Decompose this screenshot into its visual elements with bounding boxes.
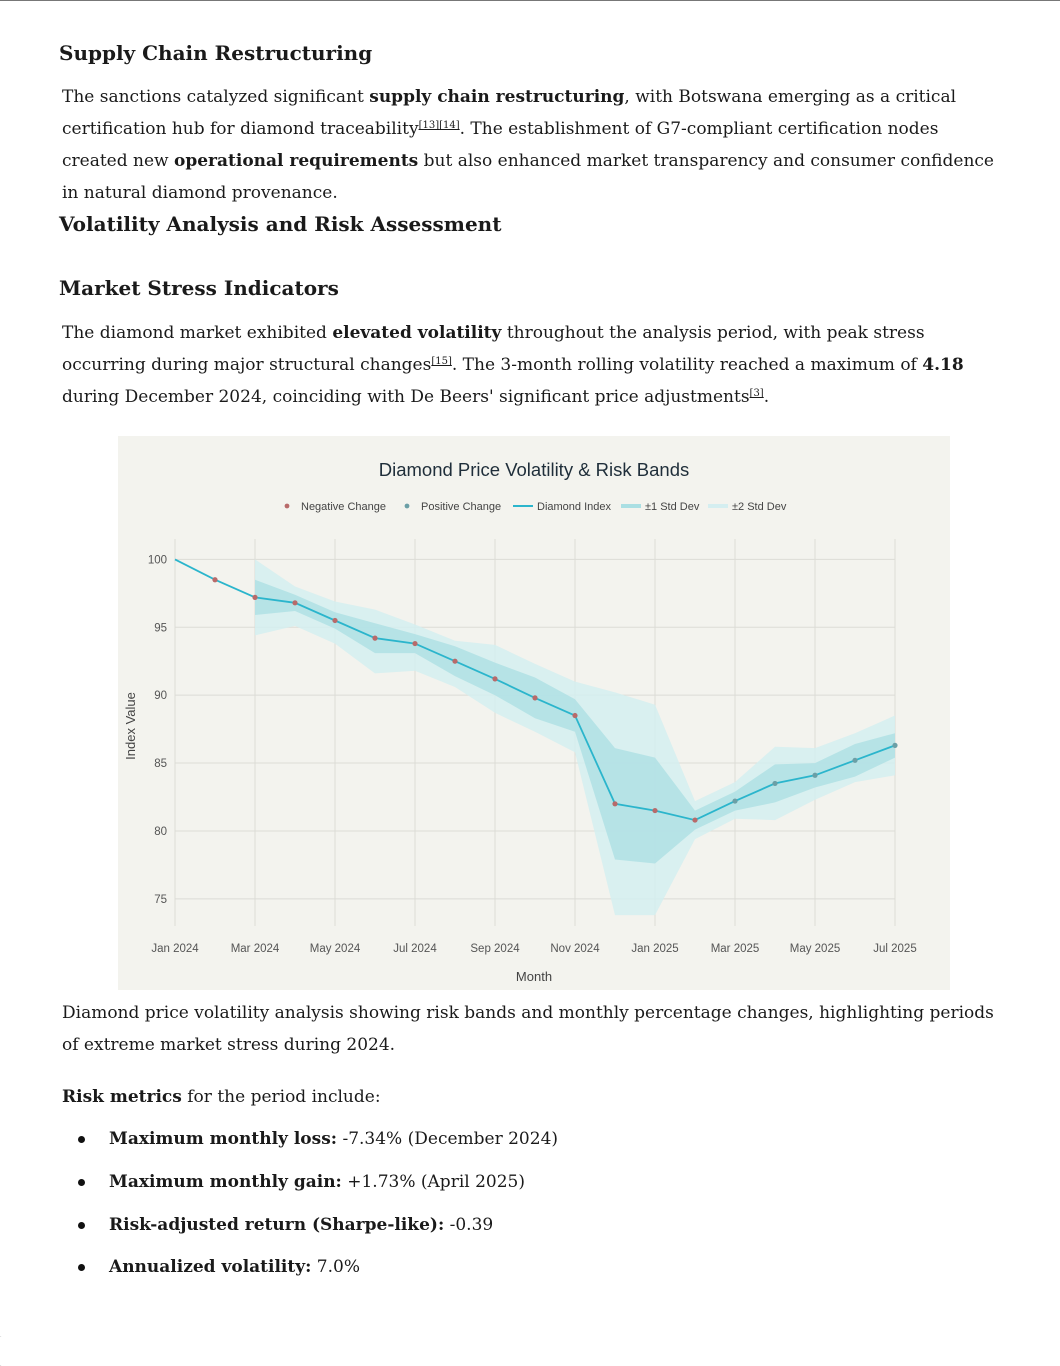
negative-change-point bbox=[652, 808, 657, 813]
negative-change-point bbox=[292, 600, 297, 605]
x-tick-label: May 2025 bbox=[789, 943, 841, 955]
chart-canvas bbox=[118, 436, 950, 990]
legend-label[interactable]: ±2 Std Dev bbox=[732, 501, 787, 513]
legend-marker bbox=[405, 504, 410, 509]
y-tick-label: 80 bbox=[154, 825, 167, 838]
chart-title: Diamond Price Volatility & Risk Bands bbox=[378, 459, 690, 480]
negative-change-point bbox=[372, 636, 377, 641]
x-tick-label: May 2024 bbox=[309, 943, 361, 955]
legend-label[interactable]: Diamond Index bbox=[537, 501, 611, 513]
x-tick-label: Nov 2024 bbox=[550, 943, 600, 955]
y-axis-label: Index Value bbox=[123, 692, 138, 760]
volatility-chart bbox=[118, 436, 950, 990]
negative-change-point bbox=[332, 618, 337, 623]
list-item: Maximum monthly gain: +1.73% (April 2025) bbox=[62, 1170, 558, 1194]
y-tick-label: 90 bbox=[154, 690, 167, 703]
negative-change-point bbox=[572, 713, 577, 718]
negative-change-point bbox=[532, 695, 537, 700]
x-tick-label: Jan 2024 bbox=[151, 943, 199, 955]
paragraph-market-stress: The diamond market exhibited elevated volatility throughout the analysis period, with peak stress occurring during major structural changes[15]. The 3-month rolling volatility reached a maximum of 4.18 during December 2024, coinciding with De Beers' significant price adjustments[3]. bbox=[62, 323, 964, 407]
citation-link[interactable]: [3] bbox=[749, 388, 764, 399]
figure-caption: Diamond price volatility analysis showing risk bands and monthly percentage changes, highlighting periods of extreme market stress during 2024. bbox=[62, 1003, 994, 1055]
positive-change-point bbox=[772, 781, 777, 786]
bullet-icon bbox=[78, 1179, 85, 1186]
list-item: Risk-adjusted return (Sharpe-like): -0.39 bbox=[62, 1213, 558, 1237]
bullet-icon bbox=[78, 1136, 85, 1143]
legend-label[interactable]: Positive Change bbox=[421, 501, 502, 513]
negative-change-point bbox=[212, 577, 217, 582]
chart-legend bbox=[285, 501, 787, 513]
x-tick-label: Sep 2024 bbox=[470, 943, 520, 955]
y-tick-label: 95 bbox=[154, 622, 167, 635]
list-item: Annualized volatility: 7.0% bbox=[62, 1255, 558, 1279]
top-border bbox=[0, 0, 1060, 1]
x-tick-label: Jul 2025 bbox=[873, 943, 917, 955]
negative-change-point bbox=[412, 641, 417, 646]
legend-swatch bbox=[621, 504, 641, 508]
x-tick-label: Mar 2024 bbox=[230, 943, 280, 955]
heading-volatility-analysis: Volatility Analysis and Risk Assessment bbox=[59, 212, 502, 236]
negative-change-point bbox=[252, 595, 257, 600]
positive-change-point bbox=[892, 743, 897, 748]
y-tick-label: 100 bbox=[147, 554, 167, 567]
bullet-icon bbox=[78, 1264, 85, 1271]
y-tick-label: 75 bbox=[154, 893, 167, 906]
legend-label[interactable]: Negative Change bbox=[301, 501, 387, 513]
heading-market-stress: Market Stress Indicators bbox=[59, 276, 339, 300]
bullet-icon bbox=[78, 1222, 85, 1229]
window-corner bbox=[0, 1336, 11, 1366]
risk-intro: Risk metrics for the period include: bbox=[62, 1087, 381, 1107]
risk-metrics-list bbox=[62, 1127, 558, 1298]
positive-change-point bbox=[732, 798, 737, 803]
list-item: Maximum monthly loss: -7.34% (December 2024) bbox=[62, 1127, 558, 1151]
legend-marker bbox=[285, 504, 290, 509]
negative-change-point bbox=[692, 817, 697, 822]
negative-change-point bbox=[452, 659, 457, 664]
positive-change-point bbox=[812, 773, 817, 778]
x-tick-label: Mar 2025 bbox=[710, 943, 760, 955]
legend-swatch bbox=[708, 504, 728, 508]
x-tick-label: Jan 2025 bbox=[631, 943, 679, 955]
citation-link[interactable]: [15] bbox=[431, 356, 452, 367]
x-axis-label: Month bbox=[515, 969, 553, 984]
heading-supply-chain: Supply Chain Restructuring bbox=[59, 41, 373, 65]
positive-change-point bbox=[852, 758, 857, 763]
x-tick-label: Jul 2024 bbox=[393, 943, 437, 955]
citation-link[interactable]: [14] bbox=[439, 120, 460, 131]
paragraph-supply-chain: The sanctions catalyzed significant supply chain restructuring, with Botswana emerging as a critical certification hub for diamond traceability[13][14]. The establishment of G7-compliant certification nodes created new operational requirements but also enhanced market transparency and consumer confidence in natural diamond provenance. bbox=[62, 87, 994, 203]
negative-change-point bbox=[612, 801, 617, 806]
negative-change-point bbox=[492, 676, 497, 681]
y-tick-label: 85 bbox=[154, 758, 167, 771]
citation-link[interactable]: [13] bbox=[418, 120, 440, 131]
legend-label[interactable]: ±1 Std Dev bbox=[645, 501, 700, 513]
